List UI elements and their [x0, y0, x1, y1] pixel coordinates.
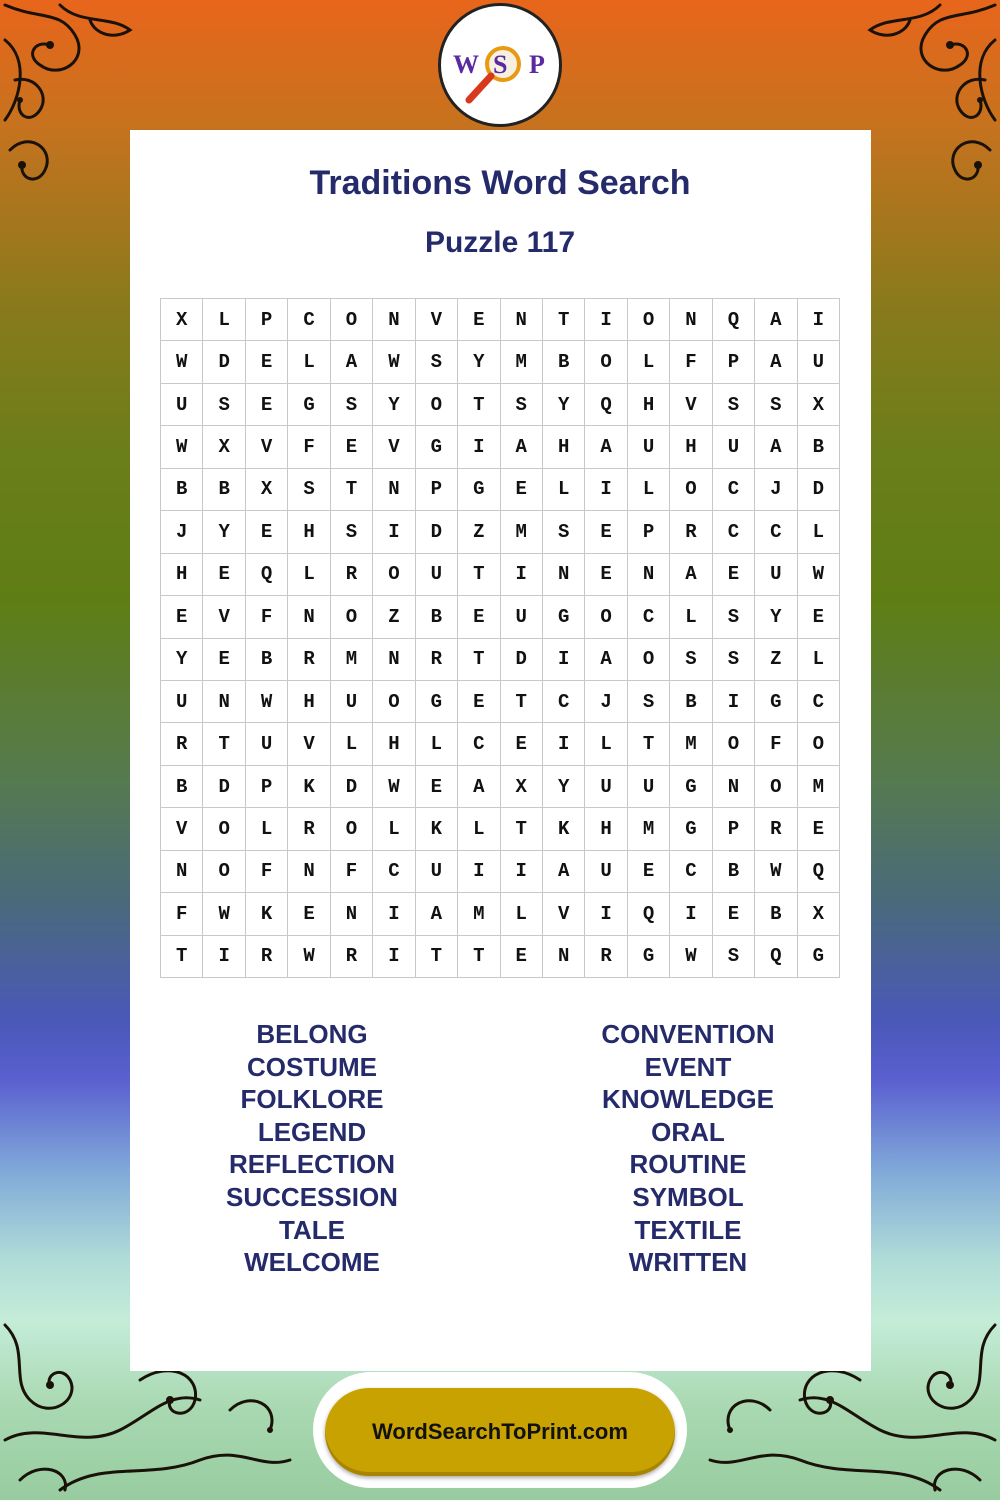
logo-letter-s: S — [493, 50, 508, 79]
grid-cell[interactable]: U — [755, 554, 797, 596]
grid-cell[interactable]: P — [416, 469, 458, 511]
grid-cell[interactable]: I — [543, 639, 585, 681]
grid-cell[interactable]: Q — [246, 554, 288, 596]
grid-cell[interactable]: Q — [755, 936, 797, 978]
grid-cell[interactable]: O — [331, 596, 373, 638]
grid-cell[interactable]: A — [331, 341, 373, 383]
grid-cell[interactable]: L — [543, 469, 585, 511]
grid-cell[interactable]: E — [501, 469, 543, 511]
grid-cell[interactable]: U — [246, 723, 288, 765]
grid-cell[interactable]: E — [246, 384, 288, 426]
word-list-item: EVENT — [644, 1051, 732, 1082]
grid-cell[interactable]: R — [755, 808, 797, 850]
grid-cell[interactable]: T — [501, 808, 543, 850]
grid-cell[interactable]: L — [458, 808, 500, 850]
grid-cell[interactable]: M — [458, 893, 500, 935]
grid-cell[interactable]: R — [161, 723, 203, 765]
grid-cell[interactable]: J — [161, 511, 203, 553]
grid-cell[interactable]: V — [670, 384, 712, 426]
grid-cell[interactable]: L — [501, 893, 543, 935]
grid-cell[interactable]: C — [628, 596, 670, 638]
grid-cell[interactable]: N — [713, 766, 755, 808]
puzzle-number: Puzzle 117 — [424, 226, 576, 259]
grid-cell[interactable]: Y — [543, 766, 585, 808]
grid-cell[interactable]: N — [670, 299, 712, 341]
grid-cell[interactable]: H — [288, 681, 330, 723]
grid-cell[interactable]: I — [798, 299, 840, 341]
grid-cell[interactable]: V — [416, 299, 458, 341]
grid-cell[interactable]: N — [373, 639, 415, 681]
grid-cell[interactable]: W — [798, 554, 840, 596]
grid-cell[interactable]: R — [670, 511, 712, 553]
grid-cell[interactable]: V — [288, 723, 330, 765]
grid-cell[interactable]: O — [331, 299, 373, 341]
grid-cell[interactable]: T — [543, 299, 585, 341]
grid-cell[interactable]: F — [670, 341, 712, 383]
grid-cell[interactable]: C — [713, 469, 755, 511]
grid-cell[interactable]: E — [585, 554, 627, 596]
grid-cell[interactable]: A — [585, 639, 627, 681]
grid-cell[interactable]: U — [628, 426, 670, 468]
grid-cell[interactable]: T — [501, 681, 543, 723]
word-list-left — [162, 1018, 462, 1279]
grid-cell[interactable]: D — [416, 511, 458, 553]
grid-cell[interactable]: U — [628, 766, 670, 808]
grid-cell[interactable]: R — [585, 936, 627, 978]
grid-cell[interactable]: L — [798, 639, 840, 681]
website-link-button[interactable]: WordSearchToPrint.com — [325, 1388, 675, 1476]
grid-cell[interactable]: P — [628, 511, 670, 553]
grid-cell[interactable]: D — [203, 766, 245, 808]
grid-cell[interactable]: C — [458, 723, 500, 765]
grid-cell[interactable]: B — [713, 851, 755, 893]
grid-cell[interactable]: R — [331, 936, 373, 978]
logo-letter-p: P — [529, 50, 545, 79]
word-list-item: WELCOME — [244, 1247, 380, 1278]
grid-cell[interactable]: W — [373, 341, 415, 383]
grid-cell[interactable]: E — [331, 426, 373, 468]
grid-cell[interactable]: P — [246, 766, 288, 808]
grid-cell[interactable]: C — [713, 511, 755, 553]
grid-cell[interactable]: L — [585, 723, 627, 765]
grid-cell[interactable]: O — [755, 766, 797, 808]
grid-cell[interactable]: H — [543, 426, 585, 468]
grid-cell[interactable]: I — [203, 936, 245, 978]
grid-cell[interactable]: I — [585, 299, 627, 341]
grid-cell[interactable]: O — [416, 384, 458, 426]
grid-cell[interactable]: M — [670, 723, 712, 765]
grid-cell[interactable]: S — [331, 384, 373, 426]
grid-cell[interactable]: L — [246, 808, 288, 850]
grid-cell[interactable]: M — [501, 511, 543, 553]
grid-cell[interactable]: T — [458, 554, 500, 596]
grid-cell[interactable]: E — [501, 723, 543, 765]
grid-cell[interactable]: G — [458, 469, 500, 511]
grid-cell[interactable]: E — [798, 808, 840, 850]
grid-cell[interactable]: N — [161, 851, 203, 893]
grid-cell[interactable]: U — [331, 681, 373, 723]
grid-cell[interactable]: I — [670, 893, 712, 935]
word-list-item: LEGEND — [257, 1116, 367, 1147]
grid-cell[interactable]: K — [543, 808, 585, 850]
grid-cell[interactable]: L — [670, 596, 712, 638]
grid-cell[interactable]: B — [798, 426, 840, 468]
grid-cell[interactable]: S — [331, 511, 373, 553]
grid-cell[interactable]: E — [288, 893, 330, 935]
grid-cell[interactable]: G — [416, 426, 458, 468]
grid-cell[interactable]: S — [416, 341, 458, 383]
word-list-item: ROUTINE — [629, 1149, 747, 1180]
grid-cell[interactable]: B — [416, 596, 458, 638]
grid-cell[interactable]: E — [458, 299, 500, 341]
grid-cell[interactable]: E — [203, 554, 245, 596]
grid-cell[interactable]: L — [288, 341, 330, 383]
grid-cell[interactable]: W — [161, 426, 203, 468]
grid-cell[interactable]: L — [628, 341, 670, 383]
grid-cell[interactable]: Y — [755, 596, 797, 638]
grid-cell[interactable]: N — [373, 299, 415, 341]
word-list-item: SYMBOL — [632, 1181, 744, 1212]
grid-cell[interactable]: D — [203, 341, 245, 383]
grid-cell[interactable]: R — [416, 639, 458, 681]
grid-cell[interactable]: T — [331, 469, 373, 511]
grid-cell[interactable]: I — [585, 469, 627, 511]
grid-cell[interactable]: E — [501, 936, 543, 978]
grid-cell[interactable]: G — [628, 936, 670, 978]
grid-cell[interactable]: G — [755, 681, 797, 723]
grid-cell[interactable]: P — [713, 808, 755, 850]
grid-cell[interactable]: A — [585, 426, 627, 468]
grid-cell[interactable]: A — [755, 426, 797, 468]
grid-cell[interactable]: W — [161, 341, 203, 383]
grid-cell[interactable]: S — [628, 681, 670, 723]
grid-cell[interactable]: M — [628, 808, 670, 850]
grid-cell[interactable]: L — [416, 723, 458, 765]
grid-cell[interactable]: H — [585, 808, 627, 850]
grid-cell[interactable]: S — [713, 936, 755, 978]
grid-cell[interactable]: E — [246, 341, 288, 383]
grid-cell[interactable]: J — [585, 681, 627, 723]
grid-cell[interactable]: L — [331, 723, 373, 765]
grid-cell[interactable]: B — [543, 341, 585, 383]
word-list-item: TALE — [279, 1214, 345, 1245]
grid-cell[interactable]: R — [288, 639, 330, 681]
grid-cell[interactable]: B — [246, 639, 288, 681]
grid-cell[interactable]: S — [203, 384, 245, 426]
grid-cell[interactable]: W — [373, 766, 415, 808]
grid-cell[interactable]: V — [203, 596, 245, 638]
grid-cell[interactable]: S — [713, 596, 755, 638]
grid-cell[interactable]: G — [670, 766, 712, 808]
word-list-right — [538, 1018, 838, 1279]
grid-cell[interactable]: T — [203, 723, 245, 765]
grid-cell[interactable]: S — [288, 469, 330, 511]
grid-cell[interactable]: C — [373, 851, 415, 893]
grid-cell[interactable]: N — [543, 554, 585, 596]
grid-cell[interactable]: C — [798, 681, 840, 723]
grid-cell[interactable]: D — [798, 469, 840, 511]
grid-cell[interactable]: O — [203, 808, 245, 850]
grid-cell[interactable]: S — [713, 384, 755, 426]
grid-cell[interactable]: O — [798, 723, 840, 765]
grid-cell[interactable]: D — [331, 766, 373, 808]
grid-cell[interactable]: A — [543, 851, 585, 893]
grid-cell[interactable]: O — [373, 681, 415, 723]
grid-cell[interactable]: C — [755, 511, 797, 553]
grid-cell[interactable]: T — [161, 936, 203, 978]
grid-cell[interactable]: N — [288, 851, 330, 893]
grid-cell[interactable]: W — [203, 893, 245, 935]
grid-cell[interactable]: E — [458, 596, 500, 638]
grid-cell[interactable]: E — [203, 639, 245, 681]
grid-cell[interactable]: N — [203, 681, 245, 723]
grid-cell[interactable]: E — [798, 596, 840, 638]
grid-cell[interactable]: L — [203, 299, 245, 341]
grid-cell[interactable]: S — [755, 384, 797, 426]
grid-cell[interactable]: R — [246, 936, 288, 978]
grid-cell[interactable]: X — [798, 893, 840, 935]
grid-cell[interactable]: O — [585, 341, 627, 383]
grid-cell[interactable]: X — [161, 299, 203, 341]
grid-cell[interactable]: O — [670, 469, 712, 511]
grid-cell[interactable]: F — [331, 851, 373, 893]
grid-cell[interactable]: G — [543, 596, 585, 638]
grid-cell[interactable]: H — [288, 511, 330, 553]
grid-cell[interactable]: L — [373, 808, 415, 850]
grid-cell[interactable]: N — [331, 893, 373, 935]
grid-cell[interactable]: I — [373, 893, 415, 935]
grid-cell[interactable]: I — [585, 893, 627, 935]
grid-cell[interactable]: Z — [755, 639, 797, 681]
grid-cell[interactable]: T — [458, 384, 500, 426]
grid-cell[interactable]: M — [331, 639, 373, 681]
grid-cell[interactable]: F — [246, 596, 288, 638]
grid-cell[interactable]: C — [288, 299, 330, 341]
grid-cell[interactable]: U — [713, 426, 755, 468]
word-list-item: TEXTILE — [634, 1214, 742, 1245]
grid-cell[interactable]: K — [288, 766, 330, 808]
grid-cell[interactable]: T — [458, 639, 500, 681]
grid-cell[interactable]: T — [458, 936, 500, 978]
grid-cell[interactable]: I — [543, 723, 585, 765]
grid-cell[interactable]: U — [798, 341, 840, 383]
grid-cell[interactable]: B — [161, 469, 203, 511]
grid-cell[interactable]: V — [373, 426, 415, 468]
grid-cell[interactable]: O — [331, 808, 373, 850]
letter-grid[interactable] — [160, 298, 840, 978]
grid-cell[interactable]: X — [501, 766, 543, 808]
grid-cell[interactable]: L — [288, 554, 330, 596]
grid-cell[interactable]: Y — [458, 341, 500, 383]
grid-cell[interactable]: Q — [585, 384, 627, 426]
grid-cell[interactable]: A — [458, 766, 500, 808]
corner-ornament-top-left — [0, 0, 150, 190]
site-logo[interactable] — [438, 3, 562, 127]
grid-cell[interactable]: Y — [373, 384, 415, 426]
grid-cell[interactable]: U — [501, 596, 543, 638]
grid-cell[interactable]: X — [203, 426, 245, 468]
word-list-item: KNOWLEDGE — [602, 1084, 774, 1115]
grid-cell[interactable]: E — [458, 681, 500, 723]
grid-cell[interactable]: I — [501, 851, 543, 893]
word-list-item: SUCCESSION — [226, 1181, 398, 1212]
grid-cell[interactable]: U — [161, 681, 203, 723]
grid-cell[interactable]: X — [798, 384, 840, 426]
word-list-item: REFLECTION — [228, 1149, 396, 1180]
grid-cell[interactable]: L — [798, 511, 840, 553]
grid-cell[interactable]: V — [543, 893, 585, 935]
grid-cell[interactable]: F — [161, 893, 203, 935]
grid-cell[interactable]: J — [755, 469, 797, 511]
grid-cell[interactable]: Q — [798, 851, 840, 893]
grid-cell[interactable]: N — [628, 554, 670, 596]
grid-cell[interactable]: W — [670, 936, 712, 978]
grid-cell[interactable]: U — [161, 384, 203, 426]
grid-cell[interactable]: F — [755, 723, 797, 765]
grid-cell[interactable]: U — [585, 851, 627, 893]
grid-cell[interactable]: C — [543, 681, 585, 723]
grid-cell[interactable]: H — [161, 554, 203, 596]
corner-ornament-top-right — [850, 0, 1000, 190]
grid-cell[interactable]: Q — [628, 893, 670, 935]
grid-cell[interactable]: N — [288, 596, 330, 638]
grid-cell[interactable]: G — [670, 808, 712, 850]
word-list-item: CONVENTION — [601, 1019, 775, 1049]
word-list-item: COSTUME — [247, 1051, 377, 1082]
grid-cell[interactable]: U — [585, 766, 627, 808]
grid-cell[interactable]: P — [713, 341, 755, 383]
word-list-item: ORAL — [651, 1116, 725, 1147]
grid-cell[interactable]: O — [585, 596, 627, 638]
grid-cell[interactable]: Y — [161, 639, 203, 681]
grid-cell[interactable]: O — [203, 851, 245, 893]
grid-cell[interactable]: W — [246, 681, 288, 723]
page-title: Traditions Word Search — [309, 164, 691, 202]
grid-cell[interactable]: S — [501, 384, 543, 426]
grid-cell[interactable]: Z — [373, 596, 415, 638]
grid-cell[interactable]: N — [543, 936, 585, 978]
grid-cell[interactable]: Z — [458, 511, 500, 553]
grid-cell[interactable]: A — [416, 893, 458, 935]
grid-cell[interactable]: H — [670, 426, 712, 468]
grid-cell[interactable]: T — [416, 936, 458, 978]
grid-cell[interactable]: V — [246, 426, 288, 468]
grid-cell[interactable]: B — [161, 766, 203, 808]
grid-cell[interactable]: A — [755, 341, 797, 383]
grid-cell[interactable]: E — [585, 511, 627, 553]
grid-cell[interactable]: E — [628, 851, 670, 893]
grid-cell[interactable]: I — [373, 511, 415, 553]
word-list-item: BELONG — [256, 1019, 368, 1049]
grid-cell[interactable]: F — [246, 851, 288, 893]
grid-cell[interactable]: G — [288, 384, 330, 426]
grid-cell[interactable]: W — [755, 851, 797, 893]
grid-cell[interactable]: S — [670, 639, 712, 681]
grid-cell[interactable]: E — [416, 766, 458, 808]
word-list-item: WRITTEN — [628, 1247, 748, 1278]
grid-cell[interactable]: Y — [543, 384, 585, 426]
grid-cell[interactable]: E — [161, 596, 203, 638]
grid-cell[interactable]: D — [501, 639, 543, 681]
grid-cell[interactable]: N — [501, 299, 543, 341]
grid-cell[interactable]: M — [501, 341, 543, 383]
grid-cell[interactable]: B — [203, 469, 245, 511]
grid-cell[interactable]: B — [755, 893, 797, 935]
grid-cell[interactable]: G — [416, 681, 458, 723]
grid-cell[interactable]: O — [628, 299, 670, 341]
grid-cell[interactable]: O — [713, 723, 755, 765]
grid-cell[interactable]: P — [246, 299, 288, 341]
grid-cell[interactable]: A — [501, 426, 543, 468]
grid-cell[interactable]: U — [416, 554, 458, 596]
grid-cell[interactable]: X — [246, 469, 288, 511]
grid-cell[interactable]: Y — [203, 511, 245, 553]
grid-cell[interactable]: E — [713, 554, 755, 596]
grid-cell[interactable]: E — [713, 893, 755, 935]
grid-cell[interactable]: I — [373, 936, 415, 978]
grid-cell[interactable]: F — [288, 426, 330, 468]
grid-cell[interactable]: H — [373, 723, 415, 765]
grid-cell[interactable]: S — [713, 639, 755, 681]
grid-cell[interactable]: S — [543, 511, 585, 553]
grid-cell[interactable]: I — [458, 851, 500, 893]
grid-cell[interactable]: Q — [713, 299, 755, 341]
grid-cell[interactable]: V — [161, 808, 203, 850]
grid-cell[interactable]: T — [628, 723, 670, 765]
grid-cell[interactable]: L — [628, 469, 670, 511]
grid-cell[interactable]: A — [755, 299, 797, 341]
grid-cell[interactable]: I — [501, 554, 543, 596]
grid-cell[interactable]: K — [246, 893, 288, 935]
grid-cell[interactable]: C — [670, 851, 712, 893]
grid-cell[interactable]: A — [670, 554, 712, 596]
grid-cell[interactable]: K — [416, 808, 458, 850]
grid-cell[interactable]: N — [373, 469, 415, 511]
grid-cell[interactable]: B — [670, 681, 712, 723]
grid-cell[interactable]: H — [628, 384, 670, 426]
grid-cell[interactable]: G — [798, 936, 840, 978]
grid-cell[interactable]: I — [713, 681, 755, 723]
word-list-item: FOLKLORE — [240, 1084, 384, 1115]
grid-cell[interactable]: O — [628, 639, 670, 681]
grid-cell[interactable]: O — [373, 554, 415, 596]
grid-cell[interactable]: R — [288, 808, 330, 850]
grid-cell[interactable]: W — [288, 936, 330, 978]
grid-cell[interactable]: I — [458, 426, 500, 468]
grid-cell[interactable]: U — [416, 851, 458, 893]
grid-cell[interactable]: E — [246, 511, 288, 553]
grid-cell[interactable]: R — [331, 554, 373, 596]
logo-letter-w: W — [453, 50, 479, 79]
grid-cell[interactable]: M — [798, 766, 840, 808]
